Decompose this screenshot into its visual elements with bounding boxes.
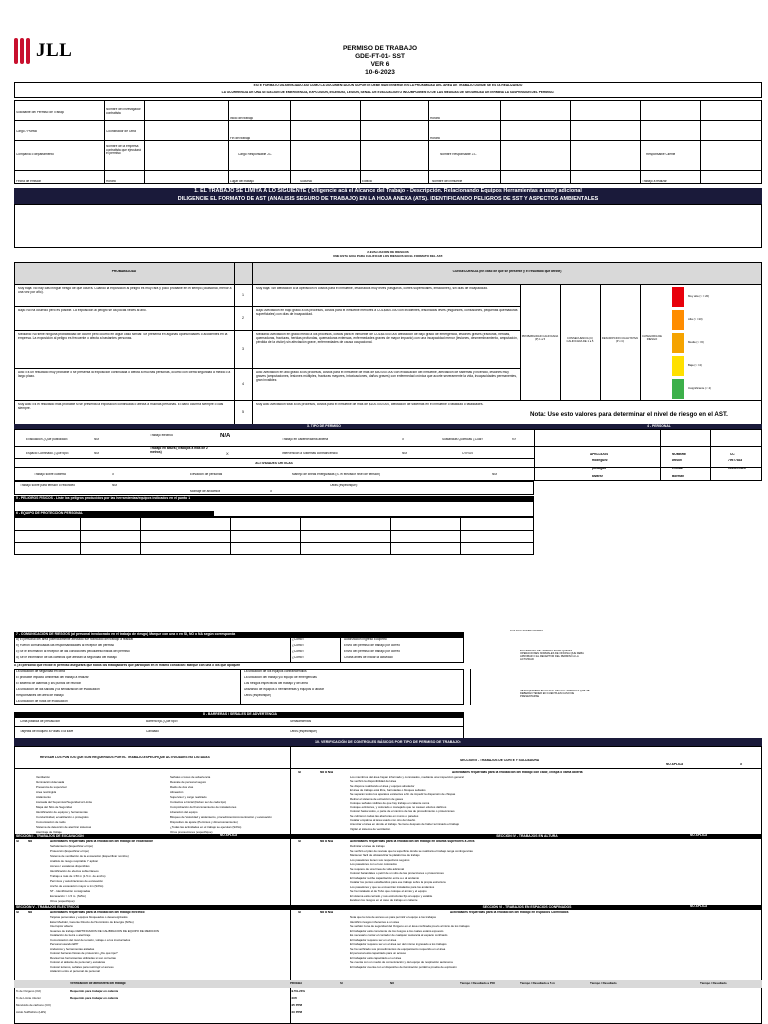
cubierta-value: X <box>112 473 115 476</box>
comm-item-2: Utilizando de equipos o herramientas y equipos a utilizar <box>244 688 324 691</box>
sustancias-value: n.n <box>512 438 517 441</box>
risk-level-swatch <box>672 287 684 307</box>
andamios-label: Montaje de andamios <box>190 490 221 493</box>
gas-limit: <25 PPM <box>290 1004 302 1007</box>
gas-name: % de Oxígeno (O2) <box>16 990 41 993</box>
elec-si: SI <box>16 911 20 914</box>
comm-item-2: La ubicación de los equipos contraincendios <box>244 670 307 673</box>
check-mid: Señales o luces de advertencia <box>170 776 211 779</box>
altura-value: X <box>226 452 229 456</box>
section-1-line-2: DILIGENCIE EL FORMATO DE AST (ANALISIS SEGURO DE TRABAJO) EN LA HOJA ANEXA (ATS). IDENTIFICANDO PELIGROS DE SST Y ASPECTOS AMBIENTALES <box>177 195 599 202</box>
fin-label: Fin del trabajo <box>230 137 251 140</box>
exc-item: Otros (especifique): <box>50 900 76 903</box>
check-left: Área restringida <box>36 791 57 794</box>
contraincendio-value: N/A <box>402 452 408 455</box>
horario-label-2: Horario <box>430 137 441 140</box>
elec-item: Colocar letreros, señales para restringir el acceso <box>50 965 114 969</box>
gas-req: Requerido para trabajar en caliente <box>70 990 119 993</box>
side-note-3: SE ENTENDERÁ EN LA LIST DE LOS TRABAJOS QUE SE DEBERÁN TENER EN CUENTA EN CASO DE PRESENTARSE <box>520 690 590 698</box>
prob-header: PROBABILIDAD <box>111 270 137 273</box>
caliente-label: Trabajo en caliente/llama abierta <box>282 438 329 441</box>
person-apellidos: Rodríguez <box>592 459 608 462</box>
edificio-label: Edificio <box>362 180 373 183</box>
sec-alt: SECCIÓN IV - TRABAJOS EN ALTURA <box>290 834 762 839</box>
comm-items-table <box>14 669 464 705</box>
person-cc: 1030297826 <box>728 467 746 470</box>
risk-level-number: 3 <box>242 347 244 351</box>
side-note-2: EN PERMISO DE TRABAJO EN EL QUE EN OPERACIONES NORMALES DE OFICINA QUE DEBA APROBAR O EL RECEPTOR DEL PERMISO A LA ACTIVIDAD <box>520 650 584 661</box>
risk-level-number: 2 <box>242 316 244 320</box>
comm-row: b) Fueron comunicadas las responsabilidades al receptor del permiso <box>16 644 115 647</box>
exc-item: Excavación > 1.5 m. (Si/No) <box>50 895 86 898</box>
conf-item: Se cuenta con un medio de comunicación y del equipo de respiración autónoma <box>350 961 453 964</box>
inmueble-label: Nombre del inmueble <box>432 180 463 183</box>
alt-item: Mantener fácil de obstaculizar la plataforma de trabajo <box>350 854 420 857</box>
elec-item: Estar Medidor, Gerente Directo del Suministro de Energía (Si/No) <box>50 920 134 924</box>
risk-title: 2.EVALUACION DE RIESGOS <box>367 251 409 254</box>
fecha-label: Fecha de emisión <box>16 180 42 183</box>
person-apellidos: álvarez <box>592 475 603 478</box>
elec-item: Tarjetas personales y equipos bloqueados o desenergizados <box>50 916 128 919</box>
conf-act: Actividades requeridas para la realización del trabajo en Espacios Confinados <box>450 911 569 914</box>
personal-header: 4 - PERSONAL <box>647 424 671 428</box>
alt-no: No a N/A <box>320 840 334 843</box>
contraincendio-label: Intervención a Sistemas contraincendio <box>282 452 338 455</box>
barrier-header: 8 - BARRERAS / SEÑALES DE ADVERTENCIA <box>14 712 464 717</box>
exc-item: Sistema de ventilación de la excavación (Especificar nombre) <box>50 855 129 858</box>
form-code: GDE-FT-01- SST <box>355 53 405 60</box>
comm-como: ¿Cómo? <box>292 656 305 659</box>
elec-item: Andamios y herramientas aisladas <box>50 947 95 951</box>
check-left: Llamada del Supervisor/Seguridad al Límite <box>36 801 93 804</box>
exc-item: Trabajo a más de 1.50 m (1.5 m. de ancho) <box>50 875 106 878</box>
person-cc: 79977833 <box>728 459 743 462</box>
person-nombre: wilson <box>672 459 682 462</box>
gas-col: Tiempo / Resultado <box>590 982 617 985</box>
barrier-6: Otros (especifique) <box>290 730 317 733</box>
comm-method: Envío del permiso de trabajo por correo <box>344 650 400 653</box>
prob-desc: Muy Alta: Es el resultado más probable si se presenta la exposición continuada o afecta a muchas personas. El daño ocurrirá siempre o casi siempre. <box>18 403 224 410</box>
check-right: Coloque extintores, y colocado o manejado que no causen efectos dañinos <box>350 806 447 810</box>
exc-act: Actividades requeridas para la realización del trabajo de excavación <box>50 840 154 843</box>
inicio-label: Inicio del trabajo <box>230 117 254 120</box>
risk-level-swatch <box>672 310 684 330</box>
cargo-resp-label: Cargo Responsable J.L. <box>238 153 273 156</box>
resp-cliente-label: Responsable Cliente <box>646 153 676 156</box>
exc-item: Señalamiento (Especificar el tipo) <box>50 845 94 848</box>
check-left: Aterrizaje de Voltaje <box>36 831 62 834</box>
check-right: Vigilar el sistema de ventilación <box>350 827 391 831</box>
gas-col: Tiempo / Resultado a 5 m <box>520 982 555 985</box>
cargo-label: Cargo / Puesto <box>16 130 38 133</box>
elec-item: Instalación de tierra o aterrizaje <box>50 934 91 937</box>
comm-item: La ubicación de las salidas y la señalización de evacuación <box>16 688 100 691</box>
pesados-value: N/A <box>492 473 498 476</box>
check-left: Aislamiento <box>36 796 51 799</box>
check-mid: Rescate de personal seguro <box>170 781 207 784</box>
check-right: Instalar empalme al área usado con otro del dueño <box>350 819 416 822</box>
gas-name: % de Límite inferior <box>16 997 41 1000</box>
risk-level-swatch <box>672 333 684 353</box>
cons-desc: Mediana: Afectación en grado medio a los procesos, costos para el inmueble de COL$5.000.000 afectación de bajo grado de emergencia, lesiones graves (fracturas, heridas, quemaduras, fracturas, heridas profundas, quemaduras extensas, enfermedades graves de mayor impacto) con una incapacidad menor (lesiones, desmembramiento, amputación, pérdida de la visión) sin afectación grave, enfermedades de causa ocupacional. <box>256 333 518 344</box>
cons-calif-label: CONSECUENCIA (C) CALIFICADA DE 1 a 5 <box>566 337 594 344</box>
conf-item: Identificó riesgos inherentes a un área <box>350 920 400 924</box>
comm-item-2: La ubicación del trabajo y/o equipo de emergencias <box>244 676 317 679</box>
conf-si: SI <box>298 911 302 914</box>
risk-level-label: Muy alta (> = 20) <box>688 295 710 298</box>
alt-si: SI <box>298 840 302 843</box>
alt-item: Se ha instalado el de Tubo que coloque el arnés y el equipo <box>350 890 427 893</box>
section-1-line-1: 1. EL TRABAJO SE LIMITA A LO SIGUIENTE ( Diligencie acá el Alcance del Trabajo - Descripción. Relacionando Equipos Herramientas a usar) adicional <box>194 188 582 194</box>
exc-item: Ancho de excavación mayor a 1m (Si/No) <box>50 885 104 888</box>
gas-col: Tiempo / Resultado <box>700 982 727 985</box>
corte-si: SI <box>298 771 302 774</box>
comm-item: El probable impacto ambiental del trabajo a realizar <box>16 676 89 679</box>
sec-corte: SECCIÓN II - TRABAJOS DE CORTE Y SOLDADURA <box>460 759 540 762</box>
comm-item: Responsables del área de trabajo <box>16 694 64 697</box>
gas-name: Monóxido de carbono (CO) <box>16 1004 51 1007</box>
conf-item: El trabajador requiere ser en el área ser del mismo ingresado a los trabajos <box>350 943 447 946</box>
cubierta-label: Trabajo sobre cubierta <box>34 473 66 476</box>
conf-item: Se ha verificado sus procedimientos de equipamiento requerido en el área <box>350 947 446 951</box>
evacuacion-label: Evacuación ¿Qué publicidad? <box>26 438 69 441</box>
exc-item: Protección (Especificar el tipo) <box>50 850 90 853</box>
prob-desc: Alta: Es un resultado muy probable o se presenta la exposición continuada o afecta a muchas personas, ocurrió con cierta seguridad a media o a largo plazo. <box>18 371 231 378</box>
check-left: Ventilación <box>36 776 50 779</box>
electrico-value: N/A <box>220 433 231 439</box>
prob-calif-label: PROBABILIDAD CALIFICADA (P) 1 a 5 <box>521 335 559 342</box>
alt-act: Actividades requeridas para la realización del trabajo en alturas superiores a 2m/s <box>350 840 475 843</box>
comm-como: ¿Cómo? <box>292 650 305 653</box>
notice-1: ESTE FORMATO DILIGENCIADO ASÍ COMO LA DOCUMENTACIÓN SOPORTE DEBE MANTENERSE EN LA PROXIMIDAD DEL ÁREA DE TRABAJO DONDE SE ESTÁ REALIZANDO <box>253 84 523 87</box>
check-mid: Contactos a Inicial (Deben ser de cada tipo) <box>170 801 227 804</box>
espacio-value: N/A <box>94 452 100 455</box>
pesados-label: Manejo de líneas energizadas (S. el elevador nivel de tensión) <box>292 473 381 476</box>
exc-item: Permisos y autorizaciones de excavación <box>50 880 104 883</box>
risk-level-number: 5 <box>242 410 244 414</box>
risk-level-number: 1 <box>242 293 244 297</box>
cons-desc: Muy baja: Sin afectación a la operación ni costos para el inmueble, lesionados muy leves (rasguños, cortes superficiales, irritaciones), sin días de incapacidad. <box>256 287 488 290</box>
check-right: Se verificó la disponibilidad del área <box>350 780 397 784</box>
tension-label: Trabajo sobre para tensión o redondeo <box>20 484 75 487</box>
check-right: El área de trabajo está libre, barrotadas o bloques sellados <box>350 788 426 792</box>
conf-item: El trabajador está capacitado en el área <box>350 956 402 960</box>
check-left: Conductividad, ecualización o protegidos <box>36 816 89 819</box>
sucursal-label: Sucursal <box>300 180 313 183</box>
gas-header: Verificación de atmósfera del trabajo <box>70 982 126 985</box>
epp-table <box>14 517 534 555</box>
risk-level-label: Media (> =6) <box>688 341 704 344</box>
col-apellidos: APELLIDOS <box>590 453 609 456</box>
barrier-table <box>14 717 464 739</box>
gas-col: SI <box>340 982 343 985</box>
elec-item: Interruptor abierto <box>50 925 73 928</box>
side-note-1: LOS DOS SUPERVISORES <box>510 630 543 632</box>
epp-header: 6 - EQUIPO DE PROTECCIÓN PERSONAL <box>14 511 214 516</box>
comm-question-2: 8 ¿El personal que recibe el permiso asegurará que todos los trabajadores que participan en el mismo conozcan: Marque con una X los que apliquen <box>14 664 241 667</box>
check-right: Colocar hasta todos, o parte de el camino de las de procedimiento o protecciones <box>350 810 455 814</box>
gas-col: Tiempo / Resultado a POI <box>460 982 495 985</box>
alt-item: El trabajador recibe capacitación entre a o al andamio <box>350 876 420 880</box>
prob-desc: Baja: No ha ocurrido pero es posible. La exposición al peligro se da pocas veces al año. <box>18 309 147 312</box>
col-cc: CC <box>730 453 735 456</box>
elec-item: Personal usando EPP <box>50 943 79 946</box>
gas-limit: <10 PPM <box>290 1011 302 1014</box>
risk-level-label: Insignificante (< 4) <box>688 387 711 390</box>
prob-desc: Mediana: No tiene ninguna probabilidad de ocurrir pero ocurrió en algún caso similar. Se presenta en algunas oportunidades o accidentes en la empresa. La exposición al peligro es frecuente o afecta a bastantes personas. <box>18 333 228 340</box>
risk-note: Nota: Use esto valores para determinar el nivel de riesgo en el AST. <box>530 411 728 418</box>
alt-item: Se requiere de una línea de vida adicional <box>350 867 404 871</box>
tipo-header: 3. TIPO DE PERMISO <box>307 424 341 428</box>
form-version: VER 6 <box>370 61 390 68</box>
corte-no: No a N/A <box>320 771 334 774</box>
check-mid: Supervisor y cargo realizado <box>170 796 207 799</box>
alt-item: Delimitar el área de trabajo <box>350 845 385 848</box>
risk-level-label: Alta (> =10) <box>688 318 703 321</box>
prob-desc: Muy baja: No hay casi ningún riesgo de que ocurra. Cuando la exposición al peligro es muy rara y poco probable en el tiempo (ocasional, menor a una vez por año). <box>18 287 232 294</box>
alt-item: Se verificó el plan de rescate que la superficie donde se realizará el trabajo tenga contingencias <box>350 849 473 853</box>
category-label: CATEGORÍA DE RIESGO <box>642 335 662 342</box>
peligros-header: 5 - PELIGROS FISICOS - Liste los peligros producidos por las herramientas/equipos indicados en el punto 1 <box>14 496 534 501</box>
exc-item: Análisis de riesgo respirable Y aplicar <box>50 860 99 863</box>
risk-level-label: Baja (> =4) <box>688 364 702 367</box>
check-left: Iluminación Adecuada <box>36 781 65 784</box>
elec-item: Colocar el aislante de personal y escaleras <box>50 961 106 964</box>
lugar-label: Lugar del trabajo <box>230 180 254 183</box>
coordinador-label: Coordinador de Obra <box>106 130 136 133</box>
exc-si: SI <box>16 840 20 843</box>
comm-item: La ubicación de seguridad en obra <box>16 670 65 673</box>
check-mid: Alineación <box>170 791 184 794</box>
alt-item: Los pasadores y que se encuentran instalados para los andamios <box>350 885 435 889</box>
elec-item: Guantes de trabajo CERTIFICADOS DE CALIBRACIÓN DE EQUIPO DE MEDICIÓN <box>50 929 160 933</box>
tipo-table <box>14 429 762 481</box>
evacuacion-value: N/A <box>94 438 100 441</box>
check-right: Anunciar el área en donde el trabajo. Se tiene después de haber terminado el trabajo <box>350 823 460 827</box>
gas-col: PRUEBA <box>290 982 303 985</box>
caliente-value: X <box>402 438 405 441</box>
check-right: Coloque señales visibles de que hay trabajo en caliente cerca <box>350 801 430 805</box>
andamios-value: X <box>270 490 273 493</box>
check-mid: Dispositivo de ajuste (Permisos y dimensionamiento) <box>170 821 238 824</box>
verif-header: 10. VERIFICACIÓN DE CONTROLES BÁSICOS POR TIPO DE PERMISO DE TRABAJO: <box>14 738 762 746</box>
comm-item: La ubicación de rutas de evacuación <box>16 700 68 703</box>
check-right: Se cubrieron todas las aberturas en muros o paredes <box>350 814 419 818</box>
compania-label: Compañía o departamento <box>16 153 54 156</box>
comm-header: 7 - COMUNICACIÓN DE RIESGOS (al personal involucrado en el trabajo de riesgo) Marque con una x en SI, NO o NA según corresponda <box>14 632 464 637</box>
conf-item: Nota que la ruta de acceso es para permitir el equipo a los trabajos <box>350 916 436 919</box>
gas-limit: 19.5%-23% <box>290 990 305 993</box>
person-nombre: Borman <box>672 475 685 478</box>
check-left: Mapa del Sitio de Seguridad <box>36 806 73 809</box>
col-nombre: NOMBRE <box>672 453 687 456</box>
risk-level-number: 4 <box>242 382 244 386</box>
espacio-label: Espacio Confinado ¿Qué tipo? <box>26 452 70 455</box>
alt-item: El sistema está cerrado y sus estructuras fijo al equipo y estable <box>350 894 433 898</box>
sustancias-label: Sustancias Químicas ¿Cuál? <box>442 438 484 441</box>
alt-no-aplica: NO APLICA <box>690 834 708 837</box>
elec-item: Revisar las herramientas utilizadas si son correctas <box>50 956 116 960</box>
empresa-label: Nombre de la empresa contratista que ejecutará el permiso <box>106 145 141 156</box>
tension-value: N/A <box>112 484 118 487</box>
alt-item: Los pasadores tienen sus respectivos seguros <box>350 858 410 862</box>
gas-req: Requerido para trabajar en caliente <box>70 997 119 1000</box>
exc-item: Acceso / escaleras disponibles <box>50 865 90 868</box>
sec-exc: SECCIÓN I - TRABAJOS DE EXCAVACIÓN <box>14 834 290 839</box>
person-nombre: cristian <box>672 467 684 470</box>
comm-row: d) Se le informaron de las cambios que afectan la seguridad del trabajo <box>16 656 117 659</box>
actividades-header: ACTIVIDADES CRÍTICAS <box>255 462 293 465</box>
corte-act: Actividades requeridas para la realización del trabajo con calor, chispa o llama abierta <box>452 771 583 774</box>
exc-item: ST - Identificación consignadas <box>50 890 91 893</box>
comm-como: ¿Cómo? <box>292 644 305 647</box>
check-mid: Otros precauciones (especifique) <box>170 831 213 834</box>
sec-conf: SECCIÓN VI - TRABAJOS EN ESPACIOS CONFINADOS <box>290 905 762 910</box>
horario-label-1: Horario <box>430 117 441 120</box>
elec-item: Aislación entre el personal de personal <box>50 970 100 973</box>
conf-item: El trabajador requiere ser en el área <box>350 938 397 942</box>
exc-no: No <box>28 840 33 843</box>
conf-item: El trabajador cuenta con el dispositivo de iluminación portátil a prueba de explosión <box>350 965 457 969</box>
notice-2: LA OCURRENCIA DE UNA SITUACIÓN DE EMERGENCIA, EXPLOSIÓN, INCENDIO, LESIÓN, SEÑAL DE EVACUACIÓN O INCUMPLIMIENTO DE LAS MEDIDAS DE SEGURIDAD DETERMINA LA SUSPENSIÓN DEL PERMISO. <box>221 91 555 94</box>
alt-item: Los pasadores con el son colocados <box>350 863 397 866</box>
comm-row: c) Se le informaron al receptor de las condiciones peculiares/críticas del permiso <box>16 650 130 653</box>
conf-no: No a N/A <box>320 911 334 914</box>
conf-item: El personal está capacitado para un acceso <box>350 952 407 955</box>
otros-label: OTROS <box>462 452 474 455</box>
check-mid: Comprobación del Funcionamiento de instalaciones <box>170 806 237 809</box>
check-right: Se separan todos los aparatos existentes a fin de impedir la dispersión de chispas <box>350 793 456 797</box>
conf-item: El trabajador está consciente de los riesgos a los cuales estará expuesto <box>350 929 444 933</box>
nombre-resp-label: Nombre Responsable J.L. <box>440 153 477 156</box>
barrier-2: Tarjetas de bloqueo a Fallas o la llave <box>20 730 74 733</box>
electrico-label: Trabajo eléctrico <box>150 434 174 437</box>
barrier-5: Señalamientos <box>290 720 312 723</box>
exc-no-aplica: NO APLICA <box>220 834 238 837</box>
check-right: Retirar el sistema de extracción de gases <box>350 797 404 801</box>
risk-subtitle: UNE ESTA GUÍA PARA CALIFICAR LOS RIESGOS EN EL FORMATO DEL AST. <box>333 255 443 258</box>
cons-header: CONSECUENCIA (En caso de que se presente y el resultado que afecte) <box>452 270 562 273</box>
altura-label: Trabajo en altura (Trabajos a más de 2 metros) <box>150 447 208 454</box>
investigador-label: Nombre del Investigador contratista <box>106 108 141 115</box>
alt-item: Evalúan los riesgos en el caso de trabajo en caliente <box>350 899 418 902</box>
permit-title: PERMISO DE TRABAJO <box>342 45 418 52</box>
form-date: 10-6-2023 <box>365 69 395 76</box>
barrier-1: Cinta plástica de precaución <box>20 720 61 723</box>
check-mid: Radio de dos vías <box>170 786 194 789</box>
risk-level-swatch <box>672 379 684 399</box>
alt-item: Instalar los puntos establecidos para ese trabajo sobre la propia estructura <box>350 881 446 884</box>
cons-desc: Alta: Afectación en alto grado a los procesos, costos para el inmueble de más de $50.000.000 con evacuación del inmueble, afectación de sistemas y incendio, lesiones muy graves (amputaciones, lesiones múltiples, fracturas mayores, intoxicaciones, daños graves) con enfermedad crónica que acorte severamente la vida, incapacidades permanentes, gran invalidez. <box>256 371 517 382</box>
gas-limit: <10% <box>290 997 298 1000</box>
alt-item: Colocar barandales o petril de un sitio de las protecciones o protecciones <box>350 872 444 875</box>
check-left: Presencia de supervisor <box>36 786 68 789</box>
check-left: Identificación de equipos y herramientas <box>36 811 88 814</box>
comm-method: Envío del permiso de trabajo por correo <box>344 644 400 647</box>
comm-method: Charla antes de iniciar la actividad <box>344 656 393 659</box>
jll-logo: JLL <box>14 38 74 64</box>
verif-left-title: REVISAR LOS PUNTOS QUE SON REQUERIDOS POR EL TRABAJO-ESPECIFIQUE ACTIVIDADES NO LISTADAS <box>40 756 210 759</box>
barrier-4: Candado <box>146 730 159 733</box>
person-apellidos: paniagua <box>592 467 606 470</box>
scope-description-area[interactable] <box>14 204 762 248</box>
corte-no-aplica-mark: X <box>740 763 743 766</box>
comm-item-2: Los riesgos específicos del trabajo y del área <box>244 682 308 685</box>
elec-act: Actividades requeridas para la realización del trabajo eléctrico <box>50 911 145 914</box>
check-mid: ¿Todas las actividades en el trabajo se ejecutan (Si/No) <box>170 826 242 829</box>
sec-elec: SECCIÓN V - TRABAJOS ELÉCTRICOS <box>14 905 290 910</box>
check-left: Comunicación de radio <box>36 821 66 824</box>
trabajo-realizar-label: Trabajo a realizar <box>642 180 667 183</box>
check-mid: Bloqueo de Veloxidad y aislamiento, procedimiento/concentración y evacuación <box>170 816 272 819</box>
otras-label: Otras (especifique): <box>330 484 358 487</box>
check-mid: Liberación del equipo <box>170 811 198 814</box>
elevacion-label: Elevación de personas <box>190 473 223 476</box>
horario-label-3: Horario <box>106 180 117 183</box>
elec-no: No <box>28 911 33 914</box>
conf-item: Se señaló zona de seguridad del Oxígeno en el área confinada previo al inicio de los trabajos <box>350 925 470 928</box>
gas-col: NO <box>390 982 395 985</box>
elec-item: Colocar barreras físicas de protección ¿De qué tipo? <box>50 952 118 955</box>
conf-item: Es necesario contar el contador de cualquier sustancia al espacio confinado <box>350 934 448 937</box>
comm-item: El sistema de alarmas y los puntos de reunión <box>16 682 82 685</box>
check-right: Se dispone realizando el área y equipos alrededor <box>350 784 415 788</box>
solicitante-label: Solicitante del Permiso de Trabajo <box>16 111 65 114</box>
check-left: Sistema de detección de aterrizar sistemas <box>36 826 92 829</box>
corte-no-aplica: NO APLICA <box>666 763 684 766</box>
gas-name: Ácido Sulfhídrico (H2S) <box>16 1011 47 1014</box>
exc-item: Identificación de efectos subterráneos <box>50 870 99 873</box>
check-right: Los miembros del área hayan informado y connotados, mediante una inspección general <box>350 776 464 779</box>
conf-no-aplica: NO APLICA <box>690 905 708 908</box>
barrier-3: Barrera fija ¿Qué tipo? <box>146 720 179 723</box>
comm-como: ¿Cómo? <box>292 638 305 641</box>
actividades-row-2 <box>14 481 534 495</box>
section-1-header <box>14 188 762 204</box>
comm-item-2: Otros (especifique) <box>244 694 271 697</box>
cons-desc: Muy Alta: Afectación total a los procesos, costos para el inmueble de más de $100.000.000, afectación de sistemas en el inmueble o fatalidad o fatalidades. <box>256 403 484 406</box>
elec-item: Comunicación del nivel de tensión, voltaje o a los involucrados <box>50 938 131 942</box>
risk-level-swatch <box>672 356 684 376</box>
comm-method: Autorización Ingreso Ecopetrol <box>344 638 388 641</box>
comm-row: a) El personal del área potencialmente afectado fue notificado del trabajo a realizar <box>16 638 134 641</box>
desc-calif-label: DESCRIPCIÓN CUALITATIVA (P x C) <box>601 337 639 344</box>
cons-desc: Baja: Afectación en bajo grado a los procesos, costos para el inmueble menores a COL$500.000 con incidentes, lesionados leves (esguinces, contusiones, pequeñas quemaduras superficiales) con días de incapacidad. <box>256 309 518 316</box>
